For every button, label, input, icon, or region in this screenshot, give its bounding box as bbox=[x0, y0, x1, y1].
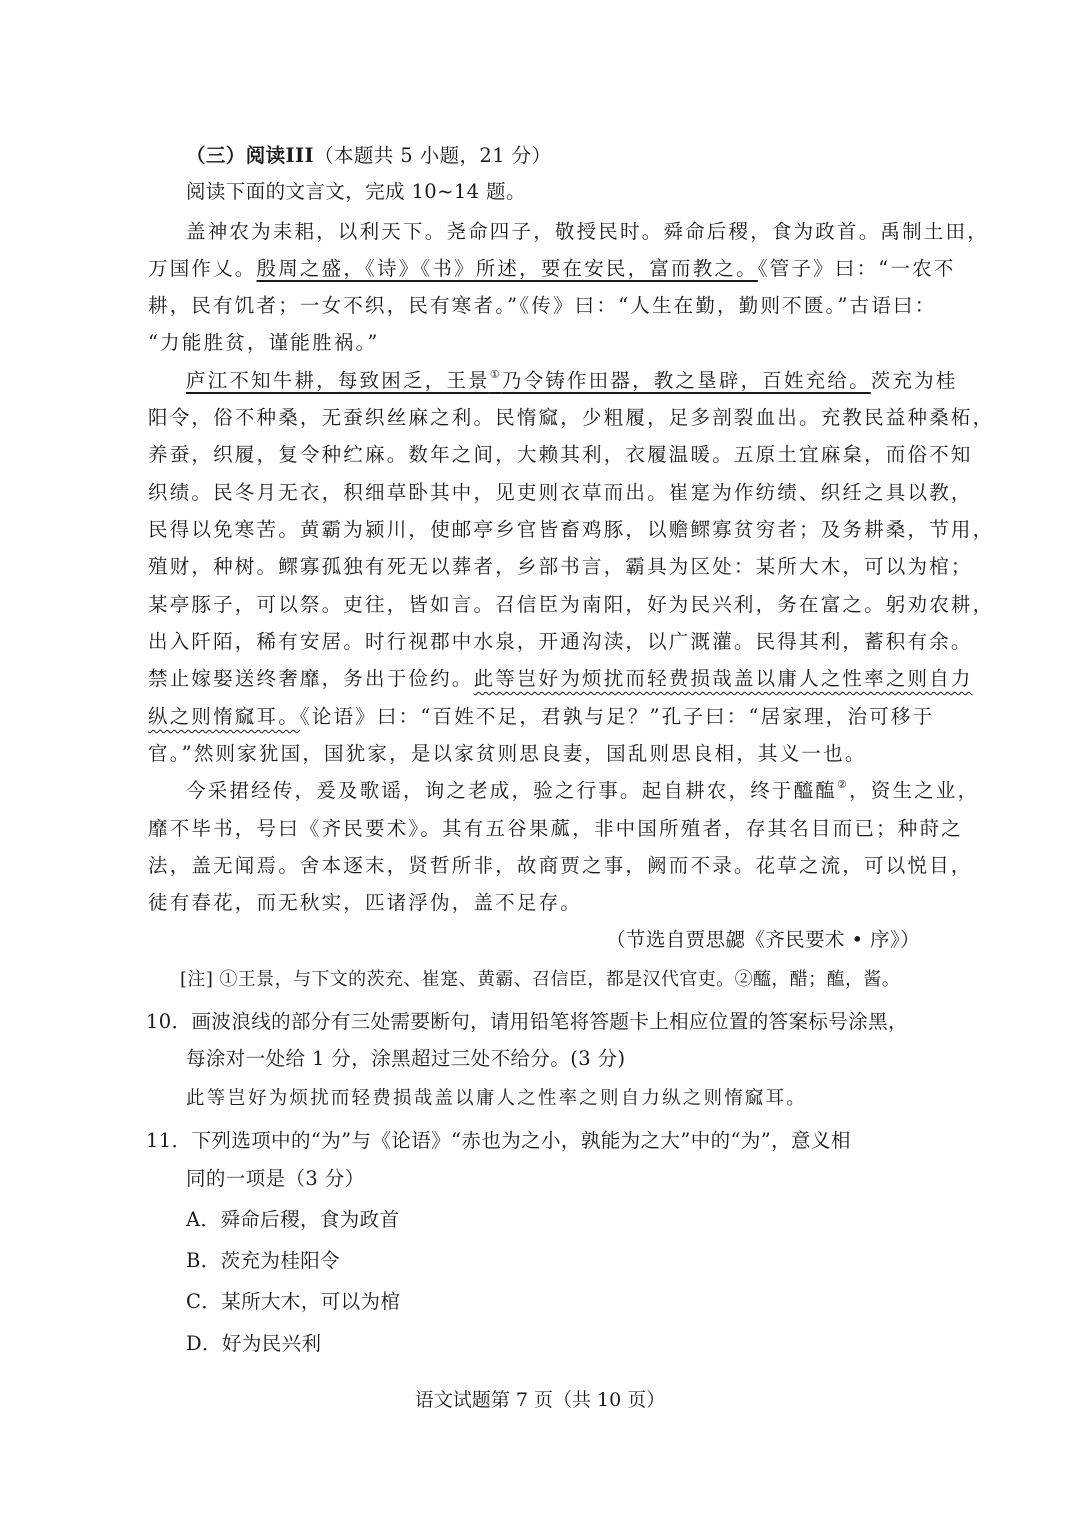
passage-line: 徒有春花，而无秋实，匹诸浮伪，盖不足存。 bbox=[148, 891, 583, 914]
footnote-marker: ② bbox=[837, 778, 850, 791]
passage-line bbox=[148, 665, 973, 693]
underlined-part: 乃令铸作田器，教之垦辟，百姓充给。 bbox=[501, 369, 871, 392]
passage-line: 靡不毕书，号曰《齐民要术》。其有五谷果蓏，非中国所殖者，存其名目而已；种莳之 bbox=[148, 817, 963, 840]
question-11 bbox=[146, 1127, 936, 1155]
option-a: A．舜命后稷，食为政首 bbox=[186, 1208, 400, 1231]
passage-line: 法，盖无闻焉。舍本逐末，贤哲所非，故商贾之事，阙而不录。花草之流，可以悦目， bbox=[148, 854, 973, 877]
question-10 bbox=[146, 1008, 936, 1036]
section-title-bold: （三）阅读III bbox=[186, 144, 315, 167]
question-11-cont: 同的一项是（3 分） bbox=[186, 1167, 365, 1190]
passage-line: “力能胜贫，谨能胜祸。” bbox=[148, 331, 380, 354]
page-footer: 语文试题第 7 页（共 10 页） bbox=[414, 1389, 666, 1411]
passage-line: 养蚕，织履，复令种纻麻。数年之间，大赖其利，衣履温暖。五原土宜麻枲，而俗不知 bbox=[148, 443, 973, 466]
passage-line: 某亭豚子，可以祭。吏往，皆如言。召信臣为南阳，好为民兴利，务在富之。躬劝农耕， bbox=[148, 593, 995, 616]
passage-text: 禁止嫁娶送终奢靡，务出于俭约。 bbox=[148, 667, 474, 690]
wavy-underlined-text: 纵之则惰窳耳。 bbox=[148, 705, 300, 728]
passage-line: 耕，民有饥者；一女不织，民有寒者。”《传》曰：“人生在勤，勤则不匮。”古语曰： bbox=[148, 294, 937, 317]
passage-line bbox=[148, 703, 938, 731]
section-title-detail: （本题共 5 小题，21 分） bbox=[314, 144, 552, 167]
section-instruction: 阅读下面的文言文，完成 10~14 题。 bbox=[186, 180, 526, 203]
question-10-sentence: 此等岂好为烦扰而轻费损哉盖以庸人之性率之则自力纵之则惰窳耳。 bbox=[186, 1088, 808, 1109]
option-d: D．好为民兴利 bbox=[186, 1332, 322, 1355]
question-number: 10． bbox=[146, 1010, 192, 1033]
question-number: 11． bbox=[146, 1129, 192, 1152]
footnote-marker: ① bbox=[489, 368, 502, 381]
passage-line: 官。”然则家犹国，国犹家，是以家贫则思良妻，国乱则思良相，其义一也。 bbox=[148, 742, 867, 765]
passage-line: 出入阡陌，稀有安居。时行视郡中水泉，开通沟渎，以广溉灌。民得其利，蓄积有余。 bbox=[148, 630, 973, 653]
passage-text: 《论语》曰：“百姓不足，君孰与足？”孔子曰：“居家理，治可移于 bbox=[299, 705, 935, 728]
passage-line: 殖财，种树。鳏寡孤独有死无以葬者，乡部书言，霸具为区处：某所大木，可以为棺； bbox=[148, 555, 973, 578]
passage-line: 织绩。民冬月无衣，积细草卧其中，见吏则衣草而出。崔寔为作纺绩、织纴之具以教， bbox=[148, 481, 973, 504]
underlined-text bbox=[186, 369, 871, 392]
option-c: C．某所大木，可以为棺 bbox=[186, 1290, 401, 1313]
underlined-part: 庐江不知牛耕，每致困乏，王景 bbox=[186, 369, 490, 392]
underlined-text: 殷周之盛，《诗》《书》所述，要在安民，富而教之。 bbox=[256, 257, 758, 280]
passage-text: 今采捃经传，爰及歌谣，询之老成，验之行事。起自耕农，终于醯醢 bbox=[186, 779, 838, 802]
passage-source: （节选自贾思勰《齐民要术 • 序》） bbox=[606, 928, 920, 951]
passage-text: 《管子》曰：“一农不 bbox=[757, 257, 956, 280]
passage-line bbox=[186, 777, 980, 805]
passage-text: 茨充为桂 bbox=[870, 369, 958, 392]
passage-line: 民得以免寒苦。黄霸为颍川，使邮亭乡官皆畜鸡豚，以赡鳏寡贫穷者；及务耕桑，节用， bbox=[148, 518, 995, 541]
option-b: B．茨充为桂阳令 bbox=[186, 1249, 341, 1272]
passage-text: ，资生之业， bbox=[849, 779, 980, 802]
question-text: 画波浪线的部分有三处需要断句，请用铅笔将答题卡上相应位置的答案标号涂黑， bbox=[191, 1010, 908, 1033]
passage-line: 阳令，俗不种桑，无蚕织丝麻之利。民惰窳，少粗履，足多剖裂血出。充教民益种桑柘， bbox=[148, 406, 995, 429]
passage-note: [注] ①王景，与下文的茨充、崔寔、黄霸、召信臣，都是汉代官吏。②醯，醋；醢，酱。 bbox=[180, 969, 901, 990]
question-text: 下列选项中的“为”与《论语》“赤也为之小，孰能为之大”中的“为”，意义相 bbox=[191, 1129, 851, 1152]
wavy-underlined-text: 此等岂好为烦扰而轻费损哉盖以庸人之性率之则自力 bbox=[473, 667, 973, 690]
passage-line bbox=[148, 255, 956, 283]
passage-text: 万国作乂。 bbox=[148, 257, 257, 280]
passage-line bbox=[186, 367, 976, 395]
section-title bbox=[186, 142, 976, 170]
passage-line: 盖神农为耒耜，以利天下。尧命四子，敬授民时。舜命后稷，食为政首。禹制土田， bbox=[186, 220, 989, 243]
question-10-cont: 每涂对一处给 1 分，涂黑超过三处不给分。(3 分) bbox=[186, 1047, 626, 1070]
